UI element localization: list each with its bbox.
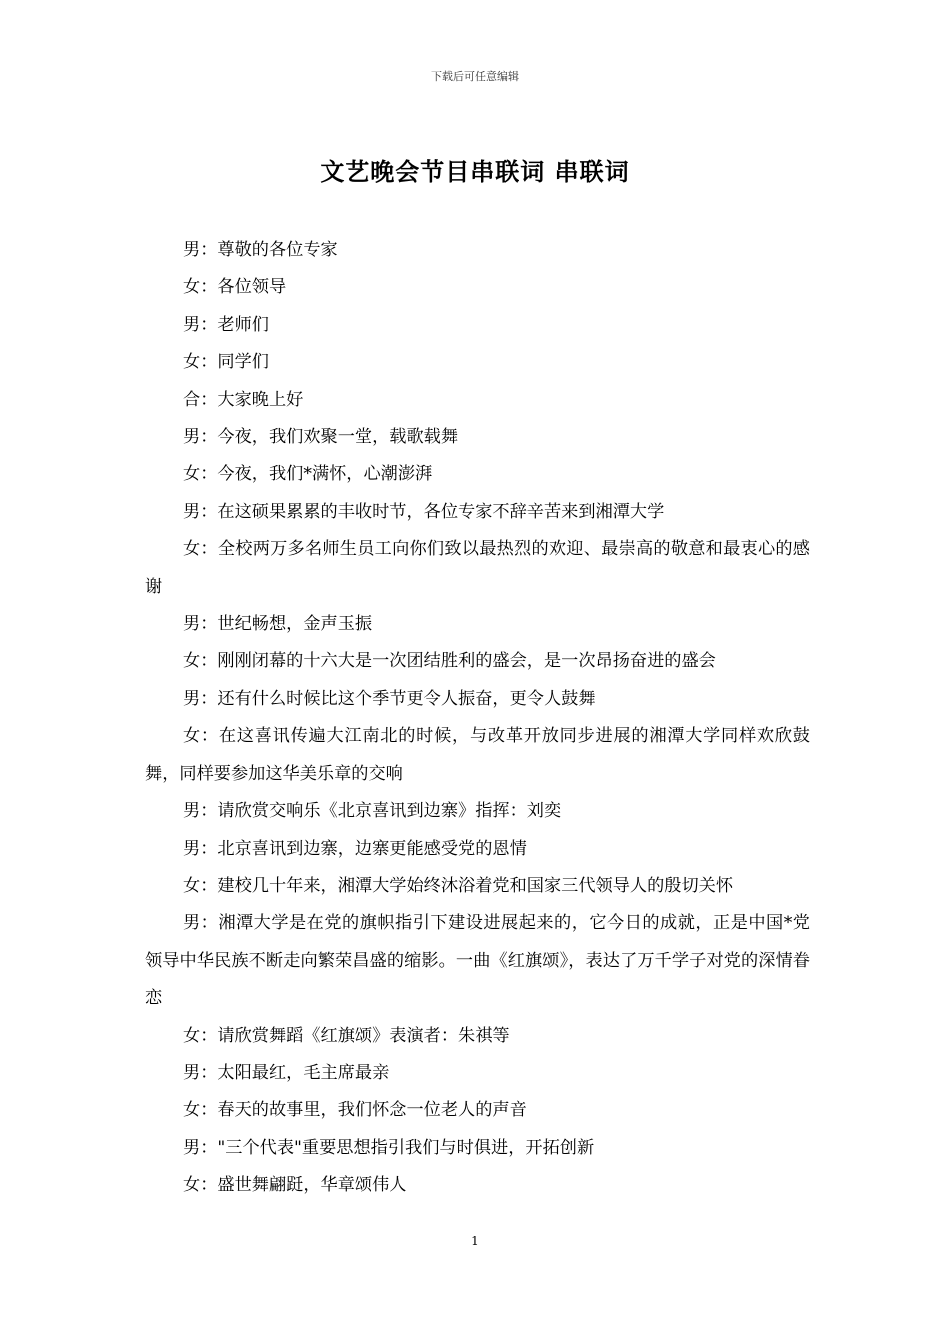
paragraph: 男：老师们	[183, 314, 269, 335]
paragraph: 女：建校几十年来，湘潭大学始终沐浴着党和国家三代领导人的殷切关怀	[183, 875, 734, 896]
paragraph: 男：太阳最红，毛主席最亲	[183, 1062, 390, 1083]
document-title: 文艺晚会节目串联词 串联词	[320, 158, 630, 186]
paragraph: 男：世纪畅想，金声玉振	[183, 614, 373, 635]
paragraph: 女：请欣赏舞蹈《红旗颂》表演者：朱祺等	[183, 1025, 510, 1046]
paragraph: 男：在这硕果累累的丰收时节，各位专家不辞辛苦来到湘潭大学	[183, 501, 665, 522]
paragraph: 女：在这喜讯传遍大江南北的时候，与改革开放同步进展的湘潭大学同样欢欣鼓舞，同样要参加这华美乐章的交响	[145, 726, 810, 784]
paragraph: 女：全校两万多名师生员工向你们致以最热烈的欢迎、最崇高的敬意和最衷心的感谢	[145, 539, 810, 597]
paragraph: 男：湘潭大学是在党的旗帜指引下建设进展起来的，它今日的成就，正是中国*党领导中华民族不断走向繁荣昌盛的缩影。一曲《红旗颂》，表达了万千学子对党的深情眷恋	[145, 913, 810, 1009]
paragraph: 男：尊敬的各位专家	[183, 240, 338, 260]
paragraph: 男：还有什么时候比这个季节更令人振奋，更令人鼓舞	[183, 688, 596, 709]
paragraph: 女：同学们	[183, 352, 269, 373]
paragraph: 合：大家晚上好	[183, 389, 304, 410]
paragraph: 男：北京喜讯到边寨，边寨更能感受党的恩情	[183, 838, 527, 859]
paragraph: 女：盛世舞翩跹，华章颂伟人	[183, 1175, 407, 1196]
paragraph: 男：请欣赏交响乐《北京喜讯到边寨》指挥：刘奕	[183, 801, 562, 822]
page-number: 1	[471, 1234, 479, 1248]
header-note: 下载后可任意编辑	[431, 70, 519, 83]
paragraph: 男：今夜，我们欢聚一堂，载歌载舞	[183, 427, 459, 448]
paragraph: 女：春天的故事里，我们怀念一位老人的声音	[183, 1100, 527, 1121]
paragraph: 女：各位领导	[183, 277, 287, 298]
paragraph: 女：今夜，我们*满怀，心潮澎湃	[183, 464, 433, 485]
paragraph: 女：刚刚闭幕的十六大是一次团结胜利的盛会，是一次昂扬奋进的盛会	[183, 651, 716, 672]
document-body	[145, 232, 810, 1205]
paragraph: 男："三个代表"重要思想指引我们与时俱进，开拓创新	[183, 1137, 595, 1158]
